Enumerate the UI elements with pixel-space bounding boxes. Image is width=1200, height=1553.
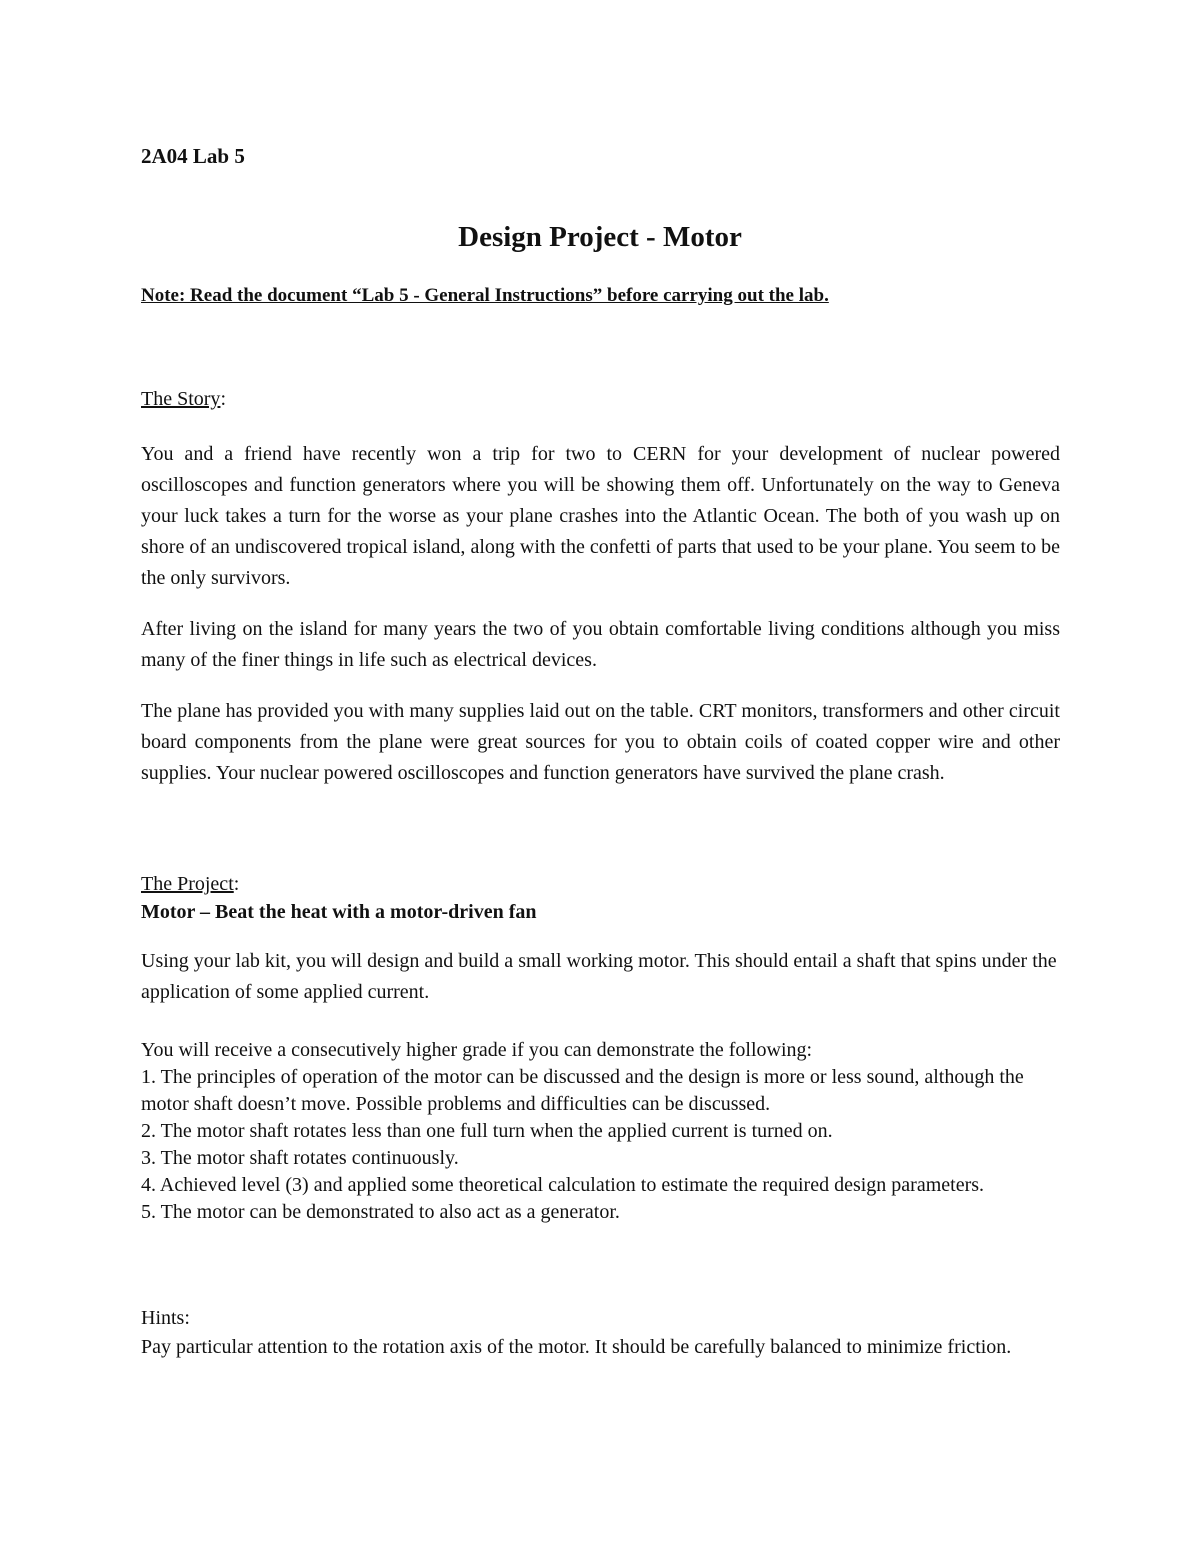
story-paragraph-3: The plane has provided you with many supplies laid out on the table. CRT monitors, transformers and other circuit board components from the plane were great sources for you to obtain coils of coated copper wire and other supplies. Your nuclear powered oscilloscopes and function generators have survived the plane crash. — [141, 700, 1060, 784]
story-heading-colon: : — [220, 388, 226, 410]
hints-label: Hints: — [141, 1307, 190, 1329]
project-heading — [141, 873, 239, 896]
project-heading-colon: : — [233, 873, 240, 895]
criteria-item-2: 2. The motor shaft rotates less than one full turn when the applied current is turned on. — [141, 1120, 833, 1142]
criteria-intro: You will receive a consecutively higher grade if you can demonstrate the following: — [141, 1039, 813, 1061]
instructions-note: Note: Read the document “Lab 5 - General Instructions” before carrying out the lab. — [141, 285, 829, 306]
project-heading-text: The Project — [141, 873, 234, 895]
lab-title: 2A04 Lab 5 — [141, 144, 245, 168]
project-intro: Using your lab kit, you will design and build a small working motor. This should entail a shaft that spins under the application of some applied current. — [141, 950, 1057, 1003]
story-paragraph-2: After living on the island for many years the two of you obtain comfortable living conditions although you miss many of the finer things in life such as electrical devices. — [141, 618, 1060, 671]
criteria-item-4: 4. Achieved level (3) and applied some theoretical calculation to estimate the required design parameters. — [141, 1174, 985, 1196]
story-heading — [141, 388, 226, 411]
criteria-item-5: 5. The motor can be demonstrated to also act as a generator. — [141, 1201, 620, 1223]
main-title: Design Project - Motor — [458, 221, 742, 253]
criteria-item-3: 3. The motor shaft rotates continuously. — [141, 1147, 459, 1169]
story-heading-text: The Story — [141, 388, 221, 410]
hints-text: Pay particular attention to the rotation axis of the motor. It should be carefully balanced to minimize friction. — [141, 1336, 1012, 1358]
story-paragraph-1: You and a friend have recently won a trip for two to CERN for your development of nuclear powered oscilloscopes and function generators where you will be showing them off. Unfortunately on the way to Geneva your luck takes a turn for the worse as your plane crashes into the Atlantic Ocean. The both of you wash up on shore of an undiscovered tropical island, along with the confetti of parts that used to be your plane. You seem to be the only survivors. — [141, 443, 1060, 589]
criteria-list — [141, 1037, 1060, 1226]
criteria-item-1: 1. The principles of operation of the motor can be discussed and the design is more or less sound, although the motor shaft doesn’t move. Possible problems and difficulties can be discussed. — [141, 1066, 1024, 1115]
project-subtitle: Motor – Beat the heat with a motor-driven fan — [141, 901, 537, 923]
